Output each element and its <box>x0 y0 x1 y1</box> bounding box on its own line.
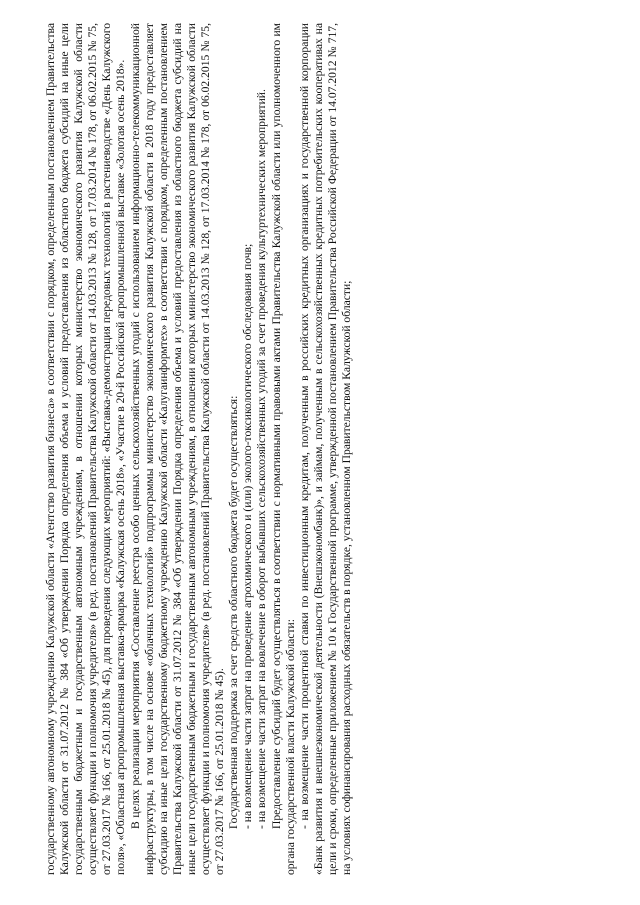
list-item-interest-rate: - на возмещение части процентной ставки по инвестиционным кредитам, полученным в российских кредитных организациях и государственной корпорации «Банк развития и внешнеэкономической деятельности (Внешэкономбанк)», и займам, полученным в сельскохозяйственных кредитных потребительских кооперативах на цели и сроки, определенные приложением № 10 к Государственной программе, утвержденной постановлением Правительства Российской Федерации от 14.07.2012 № 717, на условиях софинансирования расходных обязательств в порядке, установленном Правительством Калужской области; <box>297 23 353 875</box>
list-item-land-reclamation: - на возмещение части затрат на вовлечение в оборот выбывших сельскохозяйственных угодий за счет проведения культуртехнических мероприятий. <box>255 89 269 829</box>
paragraph-support-intro: Государственная поддержка за счет средств областного бюджета будет осуществляться: <box>227 395 241 829</box>
rotated-text-block <box>44 21 596 877</box>
paragraph-agency-subsidy: государственному автономному учреждению Калужской области «Агентство развития бизнеса» в соответствии с порядком, определенным постановлением Правительства Калужской области от 31.07.2012 № 384 «Об утверждении Порядка определения объема и условий предоставления из областного бюджета субсидий на иные цели государственным бюджетным и государственным автономным учреждениям, в отношении которых министерство экономического развития Калужской области осуществляет функции и полномочия учредителя» (в ред. постановлений Правительства Калужской области от 14.03.2013 № 128, от 17.03.2014 № 178, от 06.02.2015 № 75, от 27.03.2017 № 166, от 25.01.2018 № 45), для проведения следующих мероприятий: «Выставка-демонстрация передовых технологий в растениеводстве «День Калужского поля», «Областная агропромышленная выставка-ярмарка «Калужская осень 2018», «Участие в 20-й Российской агропромышленной выставке «Золотая осень 2018». <box>44 23 128 875</box>
paragraph-subsidy-provision: Предоставление субсидий будет осуществляться в соответствии с нормативными правовыми актами Правительства Калужской области или уполномоченного им органа государственной власти Калужской области: <box>269 23 297 875</box>
paragraph-registry-subsidy: В целях реализации мероприятия «Составление реестра особо ценных сельскохозяйственных угодий с использованием информационно-телекоммуникационной инфраструктуры, в том числе на основе «облачных технологий» подпрограммы министерство экономического развития Калужской области в 2018 году предоставляет субсидию на иные цели государственному бюджетному учреждению Калужской области «Калугаинформтех» в соответствии с порядком, определенным постановлением Правительства Калужской области от 31.07.2012 № 384 «Об утверждении Порядка определения объема и условий предоставления из областного бюджета субсидий на иные цели государственным бюджетным и государственным автономным учреждениям, в отношении которых министерство экономического развития Калужской области осуществляет функции и полномочия учредителя» (в ред. постановлений Правительства Калужской области от 14.03.2013 № 128, от 17.03.2014 № 178, от 06.02.2015 № 75, от 27.03.2017 № 166, от 25.01.2018 № 45). <box>128 23 227 875</box>
list-item-soil-survey: - на возмещение части затрат на проведение агрохимического и (или) эколого-токсикологического обследования почв; <box>241 243 255 829</box>
